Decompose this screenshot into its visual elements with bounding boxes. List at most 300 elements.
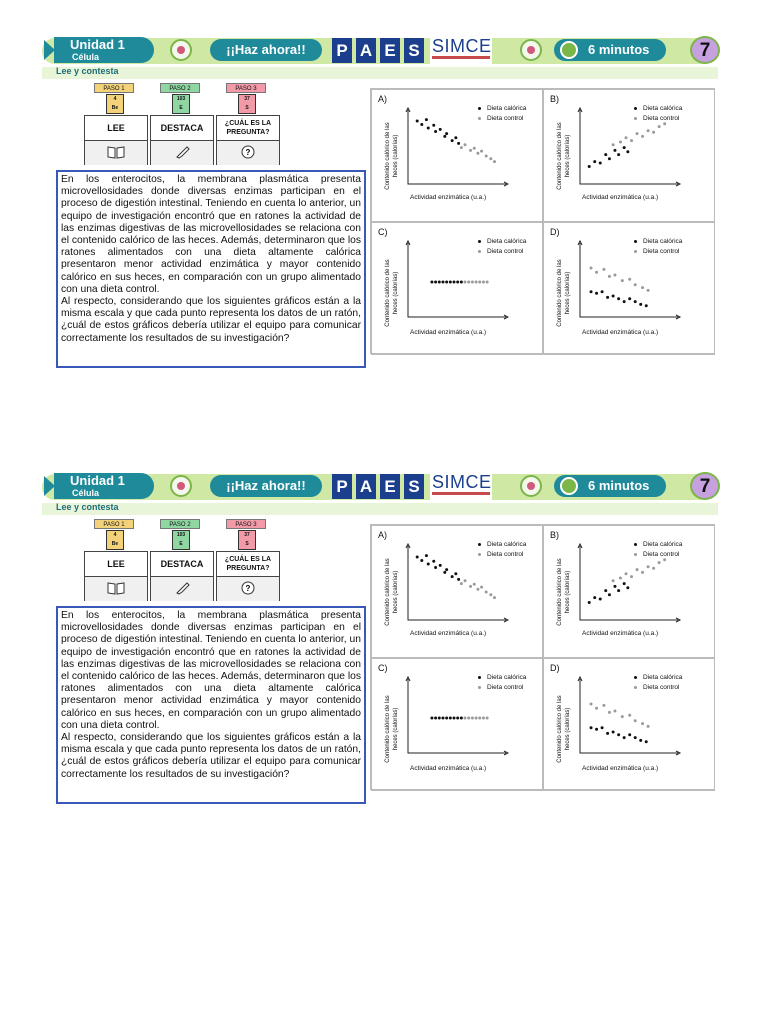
y-axis-label: Contenido calórico de las heces (calorías)	[557, 259, 571, 327]
passage-question: Al respecto, considerando que los siguientes gráficos están a la misma escala y que cada punto representa los datos de un ratón, ¿cuál de estos gráficos debería utilizar el equipo para comunicar correctamente los resultados de su investigación?	[61, 296, 361, 344]
data-point-control	[619, 141, 622, 144]
data-point-calorica	[599, 162, 602, 165]
step-title-line: ¿CUÁL ES LA	[224, 556, 272, 563]
timer-label: 6 minutos	[588, 478, 650, 493]
data-point-control	[652, 131, 655, 134]
data-point-control	[630, 575, 633, 578]
header-bar	[42, 472, 718, 502]
data-point-calorica	[456, 717, 459, 720]
step-title	[151, 552, 213, 576]
data-point-control	[482, 281, 485, 284]
data-point-calorica	[449, 281, 452, 284]
answer-graphs	[370, 88, 715, 354]
data-point-calorica	[438, 717, 441, 720]
data-point-calorica	[608, 593, 611, 596]
legend-label: Dieta control	[487, 684, 524, 691]
data-point-calorica	[453, 281, 456, 284]
question-icon	[239, 145, 257, 159]
data-point-calorica	[612, 731, 615, 734]
question-passage	[56, 606, 366, 804]
data-point-calorica	[420, 559, 423, 562]
data-point-control	[608, 711, 611, 714]
data-point-calorica	[434, 281, 437, 284]
data-point-calorica	[604, 589, 607, 592]
data-point-calorica	[617, 297, 620, 300]
svg-text:?: ?	[245, 584, 251, 593]
data-point-calorica	[626, 586, 629, 589]
data-point-calorica	[416, 556, 419, 559]
data-point-calorica	[588, 165, 591, 168]
data-point-calorica	[634, 736, 637, 739]
step-title	[85, 116, 147, 140]
data-point-calorica	[590, 726, 593, 729]
element-symbol: S	[245, 105, 249, 111]
data-point-control	[602, 704, 605, 707]
step-tag: PASO 1	[94, 83, 134, 93]
data-point-calorica	[623, 146, 626, 149]
legend-item	[478, 673, 526, 683]
data-point-calorica	[441, 717, 444, 720]
data-point-calorica	[628, 297, 631, 300]
y-axis-label: Contenido calórico de las heces (calorías)	[557, 122, 571, 190]
x-axis-label: Actividad enzimática (u.a.)	[410, 194, 487, 201]
legend-label: Dieta control	[487, 551, 524, 558]
option-label: D)	[550, 663, 560, 673]
legend-item	[478, 104, 526, 114]
unit-title: Unidad 1	[70, 37, 125, 52]
question-icon	[239, 581, 257, 595]
cell-icon	[520, 39, 542, 61]
paes-letter: E	[380, 38, 400, 63]
element-number: 37	[244, 96, 250, 102]
data-point-control	[460, 146, 463, 149]
data-point-calorica	[593, 160, 596, 163]
data-point-calorica	[457, 578, 460, 581]
data-point-calorica	[416, 120, 419, 123]
data-point-calorica	[634, 300, 637, 303]
data-point-control	[625, 136, 628, 139]
element-symbol: E	[179, 105, 183, 111]
data-point-control	[613, 710, 616, 713]
data-point-calorica	[595, 292, 598, 295]
option-label: B)	[550, 94, 559, 104]
element-number: 4	[113, 532, 117, 538]
data-point-control	[478, 717, 481, 720]
x-axis-label: Actividad enzimática (u.a.)	[410, 329, 487, 336]
step-card	[216, 551, 280, 601]
legend-item	[634, 104, 682, 114]
data-point-control	[647, 565, 650, 568]
data-point-control	[493, 160, 496, 163]
data-point-control	[634, 719, 637, 722]
step-title-line: LEE	[107, 123, 125, 133]
data-point-control	[486, 717, 489, 720]
element-symbol: Be	[111, 105, 119, 111]
graph-option[interactable]	[371, 89, 543, 222]
data-point-calorica	[617, 589, 620, 592]
data-point-control	[608, 275, 611, 278]
data-point-calorica	[434, 130, 437, 133]
data-point-control	[478, 281, 481, 284]
simce-logo	[430, 472, 492, 500]
legend-label: Dieta calórica	[643, 541, 683, 548]
graph-option[interactable]	[371, 525, 543, 658]
data-point-control	[641, 571, 644, 574]
graph-option[interactable]	[543, 89, 715, 222]
step-card	[84, 115, 148, 165]
paes-letter: S	[404, 38, 424, 63]
option-label: C)	[378, 663, 388, 673]
data-point-control	[489, 157, 492, 160]
paes-letter: E	[380, 474, 400, 499]
y-axis-label: Contenido calórico de las heces (calorías)	[385, 695, 399, 763]
timer-badge	[554, 39, 666, 61]
element-symbol: S	[245, 541, 249, 547]
highlighter-icon	[173, 145, 191, 159]
unit-badge	[54, 473, 154, 499]
data-point-calorica	[623, 300, 626, 303]
data-point-calorica	[623, 582, 626, 585]
graph-option[interactable]	[543, 525, 715, 658]
data-point-calorica	[623, 736, 626, 739]
data-point-control	[636, 568, 639, 571]
timer-label: 6 minutos	[588, 42, 650, 57]
legend-label: Dieta control	[487, 115, 524, 122]
paes-letter: P	[332, 474, 352, 499]
element-tile	[172, 94, 190, 114]
data-point-control	[647, 725, 650, 728]
step-title	[217, 116, 279, 140]
option-label: C)	[378, 227, 388, 237]
element-number: 103	[176, 532, 186, 538]
data-point-control	[493, 596, 496, 599]
data-point-calorica	[443, 135, 446, 138]
data-point-calorica	[454, 136, 457, 139]
data-point-calorica	[449, 717, 452, 720]
legend-item	[634, 550, 682, 560]
activity-number: 7	[690, 36, 720, 64]
unit-subtitle: Célula	[72, 488, 100, 498]
cell-icon	[170, 475, 192, 497]
data-point-control	[634, 283, 637, 286]
data-point-calorica	[430, 717, 433, 720]
paes-letter: S	[404, 474, 424, 499]
answer-graphs	[370, 524, 715, 790]
data-point-calorica	[613, 585, 616, 588]
y-axis-label: Contenido calórico de las heces (calorías)	[385, 122, 399, 190]
data-point-calorica	[443, 571, 446, 574]
legend-label: Dieta calórica	[487, 541, 527, 548]
data-point-calorica	[430, 281, 433, 284]
data-point-calorica	[434, 566, 437, 569]
data-point-control	[480, 150, 483, 153]
element-tile	[106, 94, 124, 114]
step-title-line: LEE	[107, 559, 125, 569]
book-icon	[107, 145, 125, 159]
data-point-calorica	[645, 740, 648, 743]
x-axis-label: Actividad enzimática (u.a.)	[582, 194, 659, 201]
y-axis-label: Contenido calórico de las heces (calorías)	[385, 259, 399, 327]
option-label: A)	[378, 94, 387, 104]
step-title-line: DESTACA	[160, 559, 204, 569]
data-point-calorica	[438, 281, 441, 284]
data-point-control	[485, 591, 488, 594]
data-point-calorica	[599, 598, 602, 601]
legend-item	[634, 247, 682, 257]
data-point-control	[636, 132, 639, 135]
step-tag: PASO 1	[94, 519, 134, 529]
legend-label: Dieta control	[643, 115, 680, 122]
step-tag: PASO 3	[226, 519, 266, 529]
data-point-control	[613, 274, 616, 277]
data-point-control	[590, 267, 593, 270]
option-label: B)	[550, 530, 559, 540]
legend-label: Dieta control	[643, 248, 680, 255]
data-point-control	[658, 561, 661, 564]
data-point-calorica	[590, 290, 593, 293]
data-point-control	[625, 572, 628, 575]
data-point-control	[621, 715, 624, 718]
data-point-calorica	[617, 153, 620, 156]
legend-label: Dieta control	[643, 551, 680, 558]
simce-text: SIMCE	[432, 36, 492, 56]
data-point-calorica	[451, 139, 454, 142]
book-icon	[107, 581, 125, 595]
x-axis-label: Actividad enzimática (u.a.)	[582, 329, 659, 336]
paes-letter: A	[356, 38, 376, 63]
legend-label: Dieta calórica	[487, 105, 527, 112]
data-point-control	[475, 717, 478, 720]
data-point-control	[489, 593, 492, 596]
data-point-control	[628, 278, 631, 281]
data-point-control	[475, 281, 478, 284]
unit-title: Unidad 1	[70, 473, 125, 488]
data-point-calorica	[460, 717, 463, 720]
step-title-line: PREGUNTA?	[226, 565, 270, 572]
legend	[478, 237, 526, 257]
data-point-control	[641, 135, 644, 138]
legend-item	[478, 247, 526, 257]
data-point-calorica	[601, 290, 604, 293]
data-point-calorica	[612, 295, 615, 298]
data-point-control	[590, 703, 593, 706]
paes-letter: P	[332, 38, 352, 63]
data-point-control	[612, 579, 615, 582]
data-point-control	[464, 579, 467, 582]
data-point-control	[464, 281, 467, 284]
graph-option[interactable]	[543, 222, 715, 355]
data-point-control	[476, 152, 479, 155]
data-point-calorica	[445, 568, 448, 571]
data-point-control	[485, 155, 488, 158]
data-point-calorica	[608, 157, 611, 160]
data-point-control	[473, 147, 476, 150]
svg-text:?: ?	[245, 148, 251, 157]
data-point-calorica	[451, 575, 454, 578]
element-tile	[238, 94, 256, 114]
data-point-control	[647, 289, 650, 292]
graph-option[interactable]	[371, 222, 543, 355]
data-point-control	[630, 139, 633, 142]
element-symbol: E	[179, 541, 183, 547]
unit-subtitle: Célula	[72, 52, 100, 62]
activity-slide	[42, 472, 718, 814]
legend-label: Dieta calórica	[643, 674, 683, 681]
do-now-badge: ¡¡Haz ahora!!	[210, 39, 322, 61]
data-point-calorica	[606, 732, 609, 735]
step-tag: PASO 2	[160, 83, 200, 93]
step-card	[150, 551, 214, 601]
legend	[478, 673, 526, 693]
data-point-control	[480, 586, 483, 589]
data-point-calorica	[445, 281, 448, 284]
legend	[634, 673, 682, 693]
data-point-control	[486, 281, 489, 284]
step-tag: PASO 2	[160, 519, 200, 529]
data-point-control	[619, 577, 622, 580]
data-point-calorica	[420, 123, 423, 126]
simce-text: SIMCE	[432, 472, 492, 492]
clock-icon	[560, 41, 578, 59]
passage-paragraph: En los enterocitos, la membrana plasmática presenta microvellosidades donde diversas enzimas participan en el proceso de digestión intestinal. Teniendo en cuenta lo anterior, un equipo de investigación encontró que en ratones la actividad de las enzimas digestivas de las microvellosidades se relaciona con el contenido calórico de las heces. Además, determinaron que los ratones alimentados con una dieta altamente calórica presentaron menor actividad enzimática y mayor contenido calórico en sus heces, en comparación con un grupo alimentado con una dieta control.	[61, 174, 361, 295]
element-number: 4	[113, 96, 117, 102]
data-point-calorica	[595, 728, 598, 731]
data-point-control	[628, 714, 631, 717]
element-tile	[172, 530, 190, 550]
passage-question: Al respecto, considerando que los siguientes gráficos están a la misma escala y que cada punto representa los datos de un ratón, ¿cuál de estos gráficos debería utilizar el equipo para comunicar correctamente los resultados de su investigación?	[61, 732, 361, 780]
data-point-calorica	[456, 281, 459, 284]
step-title	[217, 552, 279, 576]
step-title	[85, 552, 147, 576]
data-point-control	[464, 717, 467, 720]
timer-badge	[554, 475, 666, 497]
element-tile	[238, 530, 256, 550]
legend-label: Dieta calórica	[643, 105, 683, 112]
legend-item	[478, 683, 526, 693]
legend-label: Dieta control	[487, 248, 524, 255]
element-tile	[106, 530, 124, 550]
clock-icon	[560, 477, 578, 495]
element-number: 37	[244, 532, 250, 538]
data-point-calorica	[453, 717, 456, 720]
step-card	[150, 115, 214, 165]
data-point-calorica	[432, 124, 435, 127]
data-point-calorica	[432, 560, 435, 563]
data-point-calorica	[601, 726, 604, 729]
data-point-calorica	[593, 596, 596, 599]
legend-label: Dieta calórica	[643, 238, 683, 245]
element-symbol: Be	[111, 541, 119, 547]
legend	[478, 104, 526, 124]
activity-slide	[42, 36, 718, 378]
data-point-control	[469, 149, 472, 152]
data-point-control	[476, 588, 479, 591]
legend-item	[634, 237, 682, 247]
instructions-label: Lee y contesta	[56, 502, 119, 512]
legend-label: Dieta calórica	[487, 238, 527, 245]
y-axis-label: Contenido calórico de las heces (calorías)	[385, 558, 399, 626]
data-point-control	[467, 717, 470, 720]
passage-paragraph: En los enterocitos, la membrana plasmática presenta microvellosidades donde diversas enzimas participan en el proceso de digestión intestinal. Teniendo en cuenta lo anterior, un equipo de investigación encontró que en ratones la actividad de las enzimas digestivas de las microvellosidades se relaciona con el contenido calórico de las heces. Además, determinaron que los ratones alimentados con una dieta altamente calórica presentaron menor actividad enzimática y mayor contenido calórico en sus heces, en comparación con un grupo alimentado con una dieta control.	[61, 610, 361, 731]
data-point-calorica	[588, 601, 591, 604]
step-title-line: ¿CUÁL ES LA	[224, 120, 272, 127]
graph-option[interactable]	[543, 658, 715, 791]
legend	[634, 104, 682, 124]
data-point-calorica	[425, 554, 428, 557]
x-axis-label: Actividad enzimática (u.a.)	[582, 630, 659, 637]
data-point-calorica	[617, 733, 620, 736]
step-tag: PASO 3	[226, 83, 266, 93]
legend	[478, 540, 526, 560]
data-point-calorica	[626, 150, 629, 153]
data-point-control	[471, 281, 474, 284]
data-point-calorica	[639, 739, 642, 742]
unit-badge	[54, 37, 154, 63]
data-point-calorica	[457, 142, 460, 145]
data-point-control	[612, 143, 615, 146]
legend-item	[478, 114, 526, 124]
data-point-calorica	[439, 128, 442, 131]
data-point-calorica	[645, 304, 648, 307]
step-title-line: DESTACA	[160, 123, 204, 133]
legend-item	[478, 237, 526, 247]
data-point-calorica	[427, 563, 430, 566]
step-title-line: PREGUNTA?	[226, 129, 270, 136]
data-point-calorica	[445, 132, 448, 135]
data-point-calorica	[454, 572, 457, 575]
cell-icon	[170, 39, 192, 61]
data-point-control	[595, 271, 598, 274]
legend	[634, 540, 682, 560]
data-point-control	[595, 707, 598, 710]
graph-option[interactable]	[371, 658, 543, 791]
do-now-badge: ¡¡Haz ahora!!	[210, 475, 322, 497]
legend-item	[634, 683, 682, 693]
data-point-calorica	[606, 296, 609, 299]
data-point-control	[641, 286, 644, 289]
data-point-calorica	[639, 303, 642, 306]
x-axis-label: Actividad enzimática (u.a.)	[410, 765, 487, 772]
x-axis-label: Actividad enzimática (u.a.)	[582, 765, 659, 772]
step-card	[84, 551, 148, 601]
step-title	[151, 116, 213, 140]
option-label: A)	[378, 530, 387, 540]
instructions-label: Lee y contesta	[56, 66, 119, 76]
y-axis-label: Contenido calórico de las heces (calorías)	[557, 695, 571, 763]
data-point-calorica	[628, 733, 631, 736]
element-number: 103	[176, 96, 186, 102]
data-point-calorica	[460, 281, 463, 284]
simce-logo	[430, 36, 492, 64]
step-card	[216, 115, 280, 165]
data-point-control	[467, 281, 470, 284]
data-point-calorica	[427, 127, 430, 130]
legend-item	[478, 540, 526, 550]
question-passage	[56, 170, 366, 368]
legend-label: Dieta calórica	[487, 674, 527, 681]
legend	[634, 237, 682, 257]
data-point-control	[469, 585, 472, 588]
x-axis-label: Actividad enzimática (u.a.)	[410, 630, 487, 637]
legend-label: Dieta control	[643, 684, 680, 691]
legend-item	[478, 550, 526, 560]
data-point-control	[473, 583, 476, 586]
data-point-calorica	[425, 118, 428, 121]
highlighter-icon	[173, 581, 191, 595]
data-point-calorica	[439, 564, 442, 567]
data-point-control	[464, 143, 467, 146]
data-point-control	[471, 717, 474, 720]
